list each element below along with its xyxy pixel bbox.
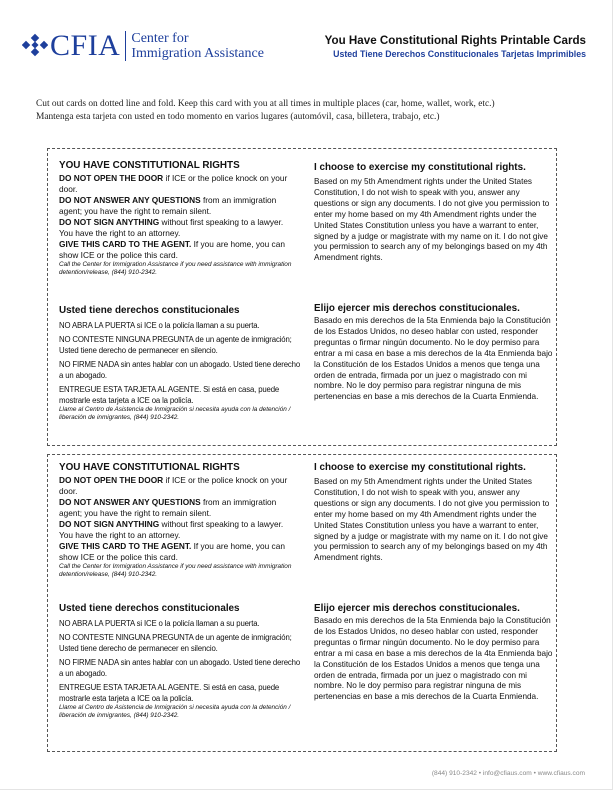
page-subtitle: Usted Tiene Derechos Constitucionales Tarjetas Imprimibles — [333, 49, 586, 59]
right-es-4: ENTREGUE ESTA TARJETA AL AGENTE. Si está en casa, puede mostrarle esta tarjeta a ICE oa la policía. — [59, 385, 280, 405]
right-1-label: DO NOT OPEN THE DOOR — [59, 173, 164, 183]
exercise-en-text: Based on my 5th Amendment rights under the United States Constitution, I do not wish to speak with you, answer any questions or sign any documents. I do not give you permission to enter my home based on my 4th Amendment rights under the United States Constitution unless you have a warrant to enter, signed by a judge or magistrate with my name on it. I do not give you permission to search any of my belongings based on my 4th Amendment rights. — [314, 177, 550, 263]
help-note-es: Llame al Centro de Asistencia de Inmigración si necesita ayuda con la detención / liberación de inmigrantes, (844) 910-2342. — [59, 406, 291, 422]
rights-es-title: Usted tiene derechos constitucionales — [59, 603, 240, 614]
right-3-label: DO NOT SIGN ANYTHING — [59, 217, 160, 227]
right-2-label: DO NOT ANSWER ANY QUESTIONS — [59, 497, 201, 507]
right-es-1: NO ABRA LA PUERTA si ICE o la policía llaman a su puerta. — [59, 321, 260, 330]
right-3-label: DO NOT SIGN ANYTHING — [59, 519, 160, 529]
exercise-es — [314, 603, 554, 703]
exercise-es-text: Basado en mis derechos de la 5ta Enmienda bajo la Constitución de los Estados Unidos, no deseo hablar con usted, responder preguntas o firmar ningún documento. No le doy permiso para entrar a mi casa en base a mis derechos de la 4ta Enmienda bajo la Constitución de los Estados Unidos a menos que tenga una orden de entrada, firmada por un juez o magistrado con mi nombre. No le doy permiso para registrar ninguna de mis pertenencias en base a mis derechos de la Cuarta Enmienda. — [314, 316, 553, 402]
logo-divider — [125, 31, 126, 61]
right-es-2: NO CONTESTE NINGUNA PREGUNTA de un agente de inmigración; Usted tiene derecho de permanecer en silencio. — [59, 633, 292, 653]
right-2-text: from an immigration agent; you have the right to remain silent. — [59, 195, 277, 216]
logo-abbreviation: CFIA — [50, 29, 121, 62]
right-2-label: DO NOT ANSWER ANY QUESTIONS — [59, 195, 201, 205]
globe-icon — [22, 33, 48, 59]
right-es-3: NO FIRME NADA sin antes hablar con un abogado. Usted tiene derecho a un abogado. — [59, 658, 301, 678]
rights-en-list — [59, 173, 299, 261]
footer-contact: (844) 910-2342 • info@cfiaus.com • www.cfiaus.com — [431, 770, 585, 777]
cfia-logo — [22, 30, 264, 62]
right-4-label: GIVE THIS CARD TO THE AGENT. — [59, 239, 192, 249]
logo-name-line2: Immigration Assistance — [131, 46, 264, 61]
page-title: You Have Constitutional Rights Printable Cards — [324, 34, 586, 47]
exercise-es — [314, 303, 554, 403]
right-4-text: If you are home, you can show ICE or the police this card. — [59, 541, 285, 562]
right-es-4: ENTREGUE ESTA TARJETA AL AGENTE. Si está en casa, puede mostrarle esta tarjeta a ICE oa la policía. — [59, 683, 280, 703]
right-es-2: NO CONTESTE NINGUNA PREGUNTA de un agente de inmigración; Usted tiene derecho de permanecer en silencio. — [59, 335, 292, 355]
exercise-en-title: I choose to exercise my constitutional rights. — [314, 162, 526, 173]
help-note-es: Llame al Centro de Asistencia de Inmigración si necesita ayuda con la detención / liberación de inmigrantes, (844) 910-2342. — [59, 704, 291, 720]
help-note-en: Call the Center for Immigration Assistance if you need assistance with immigration detention/release, (844) 910-2342. — [59, 261, 292, 277]
exercise-en — [314, 162, 554, 264]
right-4-text: If you are home, you can show ICE or the police this card. — [59, 239, 285, 260]
exercise-es-title: Elijo ejercer mis derechos constitucionales. — [314, 303, 520, 314]
right-1-text: if ICE or the police knock on your door. — [59, 173, 288, 194]
right-3-text: without first speaking to a lawyer. You have the right to an attorney. — [59, 519, 284, 540]
right-4-label: GIVE THIS CARD TO THE AGENT. — [59, 541, 192, 551]
right-3-text: without first speaking to a lawyer. You have the right to an attorney. — [59, 217, 284, 238]
logo-name — [131, 31, 264, 61]
exercise-en — [314, 462, 554, 564]
rights-en-list — [59, 475, 299, 563]
help-note-en: Call the Center for Immigration Assistance if you need assistance with immigration detention/release, (844) 910-2342. — [59, 563, 292, 579]
rights-en-title: YOU HAVE CONSTITUTIONAL RIGHTS — [59, 462, 240, 473]
rights-card — [47, 454, 557, 752]
right-1-label: DO NOT OPEN THE DOOR — [59, 475, 164, 485]
exercise-en-text: Based on my 5th Amendment rights under the United States Constitution, I do not wish to speak with you, answer any questions or sign any documents. I do not give you permission to enter my home based on my 4th Amendment rights under the United States Constitution unless you have a warrant to enter, signed by a judge or magistrate with my name on it. I do not give you permission to search any of my belongings based on my 4th Amendment rights. — [314, 477, 550, 563]
exercise-es-title: Elijo ejercer mis derechos constitucionales. — [314, 603, 520, 614]
rights-en-title: YOU HAVE CONSTITUTIONAL RIGHTS — [59, 160, 240, 171]
rights-es-title: Usted tiene derechos constitucionales — [59, 305, 240, 316]
instructions-en: Cut out cards on dotted line and fold. Keep this card with you at all times in multiple places (car, home, wallet, work, etc.) — [36, 99, 495, 109]
instructions-es: Mantenga esta tarjeta con usted en todo momento en varios lugares (automóvil, casa, billetera, trabajo, etc.) — [36, 112, 440, 123]
exercise-es-text: Basado en mis derechos de la 5ta Enmienda bajo la Constitución de los Estados Unidos, no deseo hablar con usted, responder preguntas o firmar ningún documento. No le doy permiso para entrar a mi casa en base a mis derechos de la 4ta Enmienda bajo la Constitución de los Estados Unidos a menos que tenga una orden de entrada, firmada por un juez o magistrado con mi nombre. No le doy permiso para registrar ninguna de mis pertenencias en base a mis derechos de la Cuarta Enmienda. — [314, 616, 553, 702]
right-es-1: NO ABRA LA PUERTA si ICE o la policía llaman a su puerta. — [59, 619, 260, 628]
right-1-text: if ICE or the police knock on your door. — [59, 475, 288, 496]
rights-es — [59, 305, 305, 423]
right-es-3: NO FIRME NADA sin antes hablar con un abogado. Usted tiene derecho a un abogado. — [59, 360, 301, 380]
right-2-text: from an immigration agent; you have the right to remain silent. — [59, 497, 277, 518]
rights-es — [59, 603, 305, 721]
exercise-en-title: I choose to exercise my constitutional rights. — [314, 462, 526, 473]
rights-en — [59, 160, 299, 278]
logo-name-line1: Center for — [131, 31, 189, 46]
rights-card — [47, 148, 557, 446]
instructions — [36, 98, 596, 125]
rights-en — [59, 462, 299, 580]
